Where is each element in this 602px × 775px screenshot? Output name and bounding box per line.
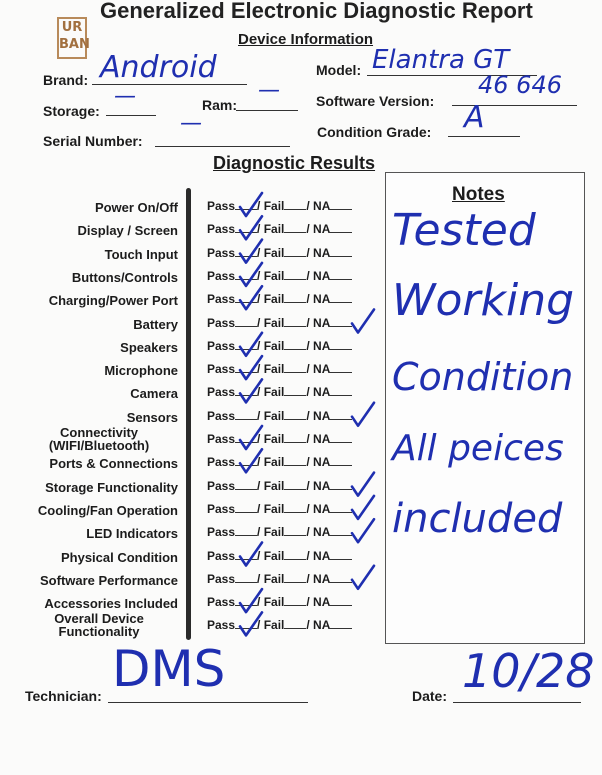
fail-label: Fail — [263, 315, 285, 330]
date-label: Date: — [412, 688, 448, 704]
diagnostic-status-row: Pass / Fail / NA — [207, 572, 352, 586]
fail-label: Fail — [263, 362, 285, 377]
fail-label: Fail — [263, 268, 285, 283]
checkmark-pass — [240, 286, 262, 309]
pass-label: Pass — [207, 245, 236, 260]
diagnostic-status-row: Pass / Fail / NA — [207, 549, 352, 563]
diagnostic-status-row: Pass / Fail / NA — [207, 618, 352, 632]
na-label: NA — [313, 455, 331, 470]
checkmark-na — [352, 473, 374, 496]
pass-label: Pass — [207, 618, 236, 633]
diagnostic-status-row: Pass / Fail / NA — [207, 595, 352, 609]
diagnostic-label: Software Performance — [40, 572, 178, 588]
fail-label: Fail — [263, 478, 285, 493]
fail-label: Fail — [263, 199, 285, 213]
diagnostic-status-row: Pass / Fail / NA — [207, 479, 352, 493]
pass-label: Pass — [207, 199, 236, 213]
checkmark-na — [352, 496, 374, 519]
checkmark-na — [352, 519, 374, 542]
brand-value: Android — [100, 50, 217, 85]
storage-value: — — [114, 84, 136, 109]
fail-label: Fail — [263, 455, 285, 470]
device-info-heading: Device Information — [238, 31, 374, 48]
notes-line-5: included — [392, 496, 563, 542]
checkmark-na — [352, 310, 374, 333]
pass-label: Pass — [207, 548, 236, 563]
storage-label: Storage: — [43, 103, 100, 119]
fail-label: Fail — [263, 525, 285, 540]
diagnostic-label: LED Indicators — [86, 526, 178, 542]
diagnostic-status-row: Pass / Fail / NA — [207, 199, 352, 213]
pass-label: Pass — [207, 268, 236, 283]
pass-label: Pass — [207, 455, 236, 470]
model-label: Model: — [316, 62, 362, 78]
na-label: NA — [313, 245, 331, 260]
na-label: NA — [313, 268, 331, 283]
pass-label: Pass — [207, 408, 236, 423]
checkmark-pass — [240, 449, 262, 472]
na-label: NA — [313, 362, 331, 377]
ram-label: Ram: — [202, 97, 238, 113]
logo-line-1: UR — [61, 20, 83, 35]
checkmark-pass — [240, 379, 262, 402]
diagnostic-label: Sensors — [126, 409, 178, 425]
na-label: NA — [313, 199, 331, 213]
diagnostic-label: Charging/Power Port — [48, 293, 178, 309]
fail-label: Fail — [263, 618, 285, 633]
na-label: NA — [313, 595, 331, 610]
technician-value: DMS — [112, 640, 226, 698]
na-label: NA — [313, 571, 331, 586]
pass-label: Pass — [207, 595, 236, 610]
condition-grade-label: Condition Grade: — [317, 124, 432, 140]
software-version-label: Software Version: — [316, 93, 435, 109]
checkmark-pass — [240, 216, 262, 239]
na-label: NA — [313, 525, 331, 540]
diagnostic-status-row: Pass / Fail / NA — [207, 525, 352, 539]
diagnostic-status-row: Pass / Fail / NA — [207, 455, 352, 469]
fail-label: Fail — [263, 292, 285, 307]
na-label: NA — [313, 548, 331, 563]
diagnostic-label: Power On/Off — [94, 200, 178, 215]
pass-label: Pass — [207, 525, 236, 540]
pass-label: Pass — [207, 315, 236, 330]
diagnostic-status-row: Pass / Fail / NA — [207, 246, 352, 260]
checkmark-na — [352, 566, 374, 589]
fail-label: Fail — [263, 548, 285, 563]
checkmark-pass — [240, 589, 262, 612]
na-label: NA — [313, 618, 331, 633]
diagnostic-status-row: Pass / Fail / NA — [207, 222, 352, 236]
diagnostic-label: Buttons/Controls — [71, 269, 178, 285]
ram-value: — — [258, 78, 280, 103]
diagnostic-status-row: Pass / Fail / NA — [207, 385, 352, 399]
na-label: NA — [313, 385, 331, 400]
diagnostic-status-row: Pass / Fail / NA — [207, 409, 352, 423]
fail-label: Fail — [263, 432, 285, 446]
diagnostic-label: Ports & Connections — [49, 456, 178, 472]
na-label: NA — [313, 315, 331, 330]
diagnostic-status-row: Pass / Fail / NA — [207, 292, 352, 306]
report-title: Generalized Electronic Diagnostic Report — [100, 0, 533, 23]
notes-heading: Notes — [452, 184, 505, 205]
fail-label: Fail — [263, 385, 285, 400]
na-label: NA — [313, 338, 331, 353]
checkmark-pass — [240, 426, 262, 449]
notes-line-3: Condition — [392, 355, 574, 399]
checkmark-na — [352, 403, 374, 426]
pass-label: Pass — [207, 385, 236, 400]
technician-line — [108, 702, 308, 703]
checkmark-pass — [240, 356, 262, 379]
serial-number-label: Serial Number: — [43, 133, 143, 149]
pass-label: Pass — [207, 338, 236, 353]
fail-label: Fail — [263, 571, 285, 586]
diagnostic-label: Microphone — [104, 363, 178, 379]
fail-label: Fail — [263, 408, 285, 423]
na-label: NA — [313, 432, 331, 446]
checkmark-pass — [240, 263, 262, 286]
software-version-value: 46 646 — [478, 71, 562, 99]
brand-label: Brand: — [43, 72, 89, 88]
diagnostic-label: Display / Screen — [77, 223, 178, 239]
fail-label: Fail — [263, 595, 285, 610]
diagnostic-results-heading: Diagnostic Results — [213, 153, 376, 173]
diagnostic-status-row: Pass / Fail / NA — [207, 432, 352, 446]
na-label: NA — [313, 408, 331, 423]
diagnostic-label: Speakers — [120, 339, 178, 355]
checkmark-pass — [240, 612, 262, 635]
pass-label: Pass — [207, 571, 236, 586]
diagnostic-label: Battery — [133, 316, 178, 332]
condition-grade-value: A — [464, 100, 485, 135]
pass-label: Pass — [207, 432, 236, 446]
diagnostic-label: Touch Input — [104, 246, 178, 262]
model-value: Elantra GT — [372, 45, 510, 75]
diagnostic-label: Camera — [130, 386, 178, 402]
logo-line-2: BAN — [59, 37, 90, 52]
diagnostic-status-row: Pass / Fail / NA — [207, 316, 352, 330]
diagnostic-status-row: Pass / Fail / NA — [207, 362, 352, 376]
na-label: NA — [313, 478, 331, 493]
serial-number-value: — — [180, 111, 202, 136]
diagnostic-label: Overall Device Functionality — [54, 611, 144, 640]
pass-label: Pass — [207, 292, 236, 307]
fail-label: Fail — [263, 338, 285, 353]
diagnostic-label: Cooling/Fan Operation — [37, 502, 178, 518]
diagnostic-label: Accessories Included — [44, 596, 178, 612]
checkmark-pass — [240, 333, 262, 356]
fail-label: Fail — [263, 222, 285, 237]
notes-line-1: Tested — [392, 205, 536, 256]
checkmark-pass — [240, 543, 262, 566]
diagnostic-label: Physical Condition — [60, 549, 178, 565]
diagnostic-label: Storage Functionality — [45, 479, 178, 495]
diagnostic-status-row: Pass / Fail / NA — [207, 269, 352, 283]
checkmark-pass — [240, 240, 262, 263]
na-label: NA — [313, 292, 331, 307]
na-label: NA — [313, 222, 331, 237]
fail-label: Fail — [263, 245, 285, 260]
notes-line-4: All peices — [392, 428, 564, 469]
pass-label: Pass — [207, 222, 236, 237]
pass-label: Pass — [207, 362, 236, 377]
date-value: 10/28 — [462, 644, 595, 698]
date-line — [453, 702, 581, 703]
diagnostic-status-row: Pass / Fail / NA — [207, 502, 352, 516]
diagnostic-status-row: Pass / Fail / NA — [207, 339, 352, 353]
notes-line-2: Working — [392, 275, 575, 326]
fail-label: Fail — [263, 501, 285, 516]
pass-label: Pass — [207, 478, 236, 493]
checkmark-pass — [240, 193, 262, 216]
pass-label: Pass — [207, 501, 236, 516]
diagnostic-label: Connectivity (WIFI/Bluetooth) — [48, 425, 150, 453]
technician-label: Technician: — [25, 688, 102, 704]
na-label: NA — [313, 501, 331, 516]
